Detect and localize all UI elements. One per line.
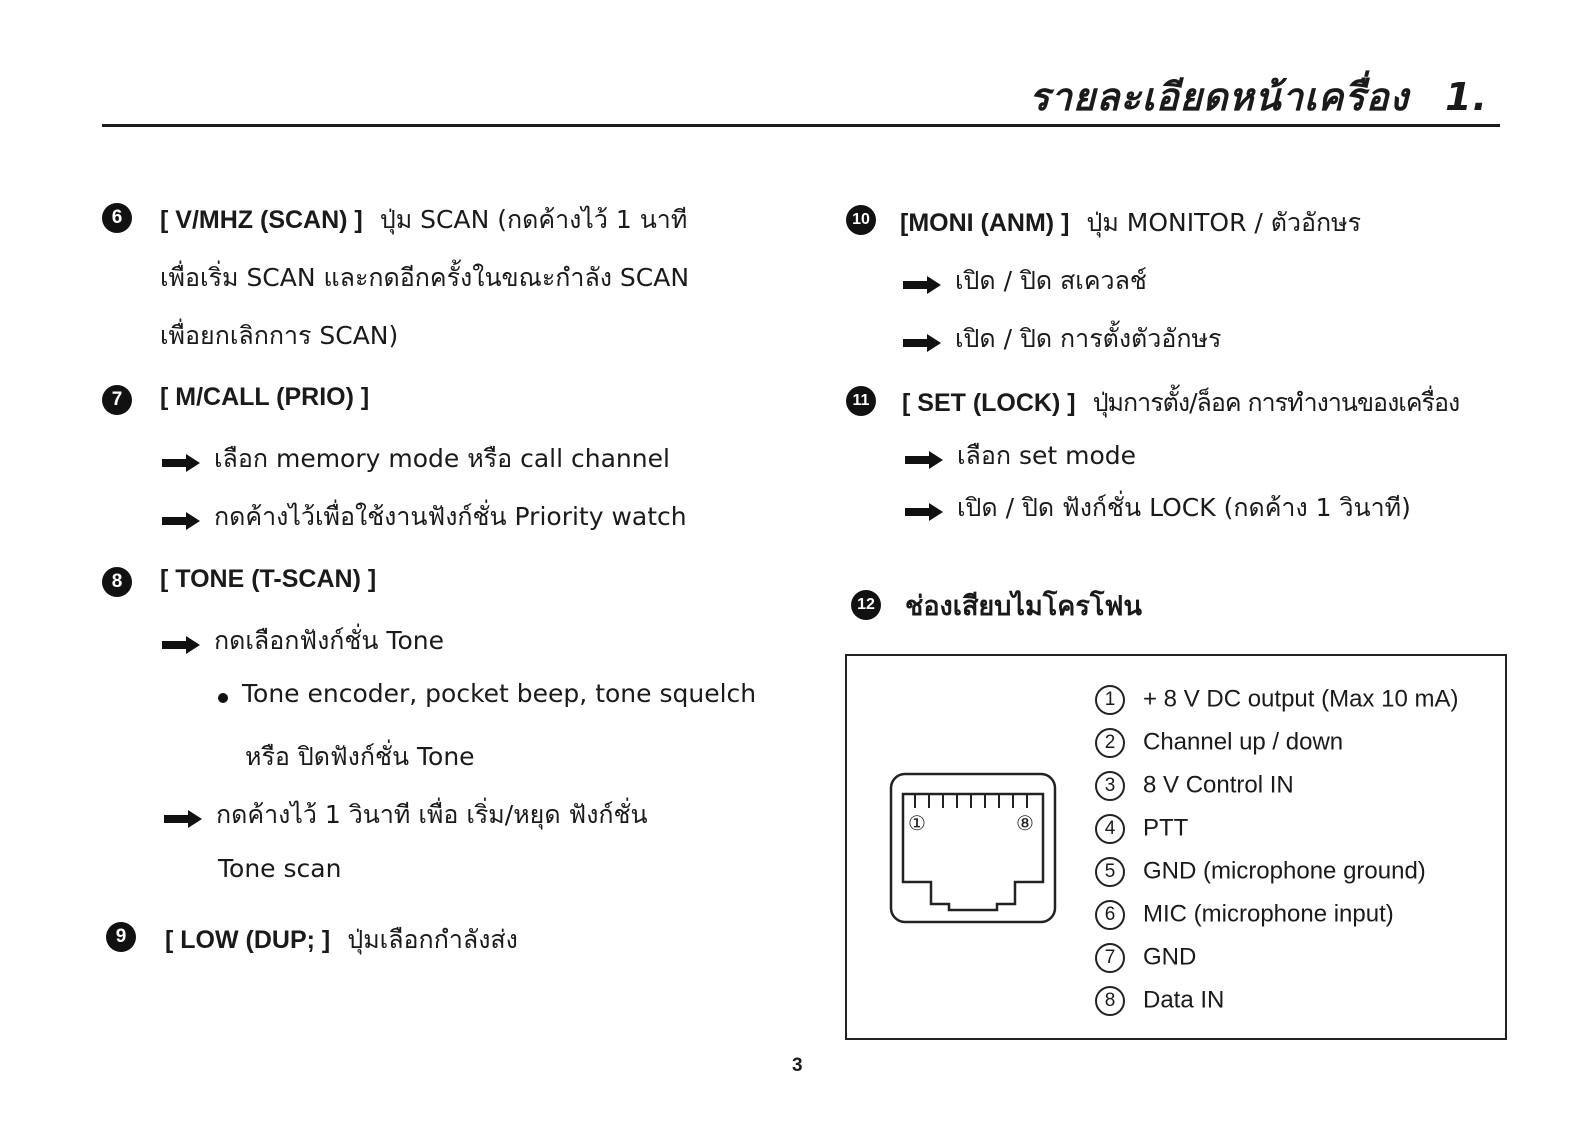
pin-row-8 [1095, 986, 1224, 1016]
item-11-badge: 11 [846, 386, 876, 416]
arrow-right-icon [903, 276, 941, 294]
item-8-bullet-2 [164, 795, 648, 835]
pin-row-1 [1095, 685, 1458, 715]
pin-row-6 [1095, 900, 1394, 930]
arrow-right-icon [162, 454, 200, 472]
item-8-key: [ TONE (T-SCAN) ] [160, 565, 377, 593]
rj45-jack-icon [889, 772, 1057, 924]
section-number: 1. [1445, 75, 1488, 119]
item-11-desc: ปุ่มการตั้ง/ล็อค การทำงานของเครื่อง [1092, 388, 1460, 417]
item-10-bullet-2 [903, 319, 1221, 359]
arrow-right-icon [905, 503, 943, 521]
pin-label-3: 8 V Control IN [1143, 771, 1294, 799]
item-10-desc: ปุ่ม MONITOR / ตัวอักษร [1086, 208, 1362, 237]
item-8-badge: 8 [102, 567, 132, 597]
pin-row-3 [1095, 771, 1294, 801]
item-8-bullet-1-text: กดเลือกฟังก์ชั่น Tone [214, 626, 444, 655]
bullet-dot-icon [218, 693, 228, 703]
pin-label-7: GND [1143, 943, 1197, 971]
item-7-bullet-2-text: กดค้างไว้เพื่อใช้งานฟังก์ชั่น Priority watch [214, 502, 687, 531]
item-8-bullet-1 [162, 621, 444, 661]
pin-label-8: Data IN [1143, 986, 1225, 1014]
pin-number-7: 7 [1095, 943, 1125, 973]
pin-row-7 [1095, 943, 1196, 973]
pin-label-1: + 8 V DC output (Max 10 mA) [1143, 685, 1459, 713]
item-8-sub-text-2: หรือ ปิดฟังก์ชั่น Tone [245, 742, 475, 771]
item-9-key: [ LOW (DUP; ] [165, 926, 331, 954]
item-6-key: [ V/MHZ (SCAN) ] [160, 206, 363, 234]
item-6-line3: เพื่อยกเลิกการ SCAN) [160, 321, 399, 350]
pin-number-5: 5 [1095, 857, 1125, 887]
arrow-right-icon [164, 810, 202, 828]
item-8-sub-text-1: Tone encoder, pocket beep, tone squelch [242, 679, 757, 708]
pin-number-6: 6 [1095, 900, 1125, 930]
arrow-right-icon [905, 451, 943, 469]
item-10-heading [900, 203, 1361, 243]
item-8-bullet-2-cont: Tone scan [218, 854, 342, 883]
item-8-sub-bullet [218, 679, 756, 708]
item-7-key: [ M/CALL (PRIO) ] [160, 383, 370, 411]
jack-pin-1-label: ① [908, 811, 926, 835]
pin-row-2 [1095, 728, 1343, 758]
item-7-badge: 7 [102, 385, 132, 415]
pin-label-5: GND (microphone ground) [1143, 857, 1426, 885]
pin-number-8: 8 [1095, 986, 1125, 1016]
item-11-bullet-2-text: เปิด / ปิด ฟังก์ชั่น LOCK (กดค้าง 1 วินาที) [957, 493, 1411, 522]
item-10-bullet-1 [903, 261, 1147, 301]
item-12-badge: 12 [851, 590, 881, 620]
item-10-key: [MONI (ANM) ] [900, 209, 1070, 237]
item-9-badge: 9 [106, 922, 136, 952]
item-9-desc: ปุ่มเลือกกำลังส่ง [347, 925, 518, 954]
item-8-bullet-2-text: กดค้างไว้ 1 วินาที เพื่อ เริ่ม/หยุด ฟังก์ชั่น [216, 800, 648, 829]
item-12-title: ช่องเสียบไมโครโฟน [905, 591, 1142, 621]
pin-number-1: 1 [1095, 685, 1125, 715]
item-11-bullet-1-text: เลือก set mode [957, 441, 1137, 470]
page-title [1029, 66, 1488, 127]
pin-label-2: Channel up / down [1143, 728, 1344, 756]
item-11-heading [902, 383, 1459, 423]
item-10-bullet-1-text: เปิด / ปิด สเควลช์ [955, 266, 1147, 295]
item-9-heading [165, 920, 518, 960]
item-6-line2: เพื่อเริ่ม SCAN และกดอีกครั้งในขณะกำลัง SCAN [160, 263, 690, 292]
item-7-bullet-1 [162, 439, 670, 479]
pin-label-6: MIC (microphone input) [1143, 900, 1394, 928]
item-10-bullet-2-text: เปิด / ปิด การตั้งตัวอักษร [955, 324, 1222, 353]
jack-pin-8-label: ⑧ [1016, 811, 1034, 835]
item-7-bullet-1-text: เลือก memory mode หรือ call channel [214, 444, 670, 473]
item-11-bullet-2 [905, 488, 1411, 528]
item-7-bullet-2 [162, 497, 687, 537]
pin-row-5 [1095, 857, 1426, 887]
item-10-badge: 10 [846, 205, 876, 235]
page-number: 3 [792, 1055, 803, 1076]
pin-number-2: 2 [1095, 728, 1125, 758]
item-6-badge: 6 [102, 203, 132, 233]
item-6-line1: ปุ่ม SCAN (กดค้างไว้ 1 นาที [379, 205, 688, 234]
item-11-key: [ SET (LOCK) ] [902, 389, 1076, 417]
arrow-right-icon [903, 334, 941, 352]
item-6-heading [160, 200, 687, 240]
pin-number-3: 3 [1095, 771, 1125, 801]
header-rule [102, 124, 1500, 127]
arrow-right-icon [162, 512, 200, 530]
pin-label-4: PTT [1143, 814, 1189, 842]
item-11-bullet-1 [905, 436, 1136, 476]
pin-number-4: 4 [1095, 814, 1125, 844]
pin-row-4 [1095, 814, 1188, 844]
title-text: รายละเอียดหน้าเครื่อง [1029, 75, 1410, 119]
arrow-right-icon [162, 636, 200, 654]
